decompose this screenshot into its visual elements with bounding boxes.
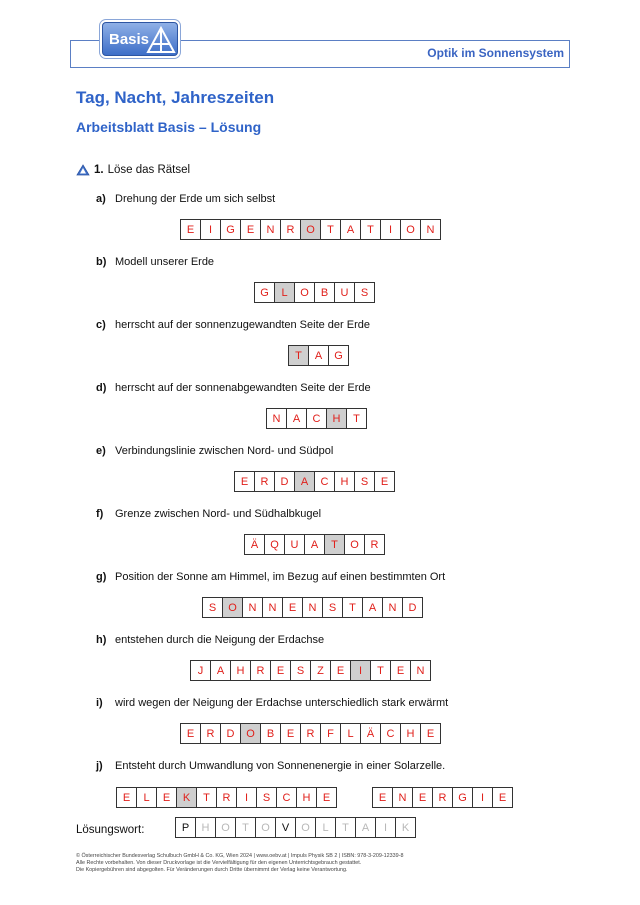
basis-logo <box>102 22 178 56</box>
answer-row <box>288 345 349 366</box>
question-letter: j) <box>96 760 103 772</box>
letter-cell[interactable]: E <box>180 723 201 744</box>
letter-cell[interactable]: T <box>342 597 363 618</box>
letter-cell[interactable]: L <box>274 282 295 303</box>
task-heading <box>76 164 190 176</box>
question-3 <box>96 319 370 331</box>
letter-cell[interactable]: T <box>324 534 345 555</box>
question-letter: i) <box>96 697 103 709</box>
letter-cell[interactable]: O <box>294 282 315 303</box>
question-letter: c) <box>96 319 106 331</box>
letter-cell[interactable]: E <box>374 471 395 492</box>
letter-cell[interactable]: E <box>390 660 411 681</box>
question-7 <box>96 571 445 583</box>
question-text: Modell unserer Erde <box>115 256 215 268</box>
question-letter: f) <box>96 508 104 520</box>
answer-row <box>372 787 513 808</box>
question-5 <box>96 445 333 457</box>
answer-row <box>266 408 367 429</box>
question-text: Grenze zwischen Nord- und Südhalbkugel <box>115 508 322 520</box>
answer-row <box>234 471 395 492</box>
letter-cell[interactable]: E <box>156 787 177 808</box>
solution-cell[interactable]: O <box>255 817 276 838</box>
question-letter: e) <box>96 445 106 457</box>
letter-cell[interactable]: A <box>308 345 329 366</box>
section-title: Optik im Sonnensystem <box>427 46 564 60</box>
task-text: Löse das Rätsel <box>107 164 191 176</box>
answer-row <box>254 282 375 303</box>
solution-cell[interactable]: A <box>355 817 376 838</box>
letter-cell[interactable]: N <box>262 597 283 618</box>
question-6 <box>96 508 321 520</box>
letter-cell[interactable]: O <box>400 219 421 240</box>
letter-cell[interactable]: R <box>300 723 321 744</box>
letter-cell[interactable]: O <box>240 723 261 744</box>
copyright-footer <box>76 853 576 874</box>
letter-cell[interactable]: I <box>200 219 221 240</box>
letter-cell[interactable]: G <box>254 282 275 303</box>
letter-cell[interactable]: N <box>410 660 431 681</box>
letter-cell[interactable]: G <box>220 219 241 240</box>
letter-cell[interactable]: E <box>330 660 351 681</box>
letter-cell[interactable]: C <box>314 471 335 492</box>
question-text: herrscht auf der sonnenabgewandten Seite der Erde <box>115 382 371 394</box>
letter-cell[interactable]: D <box>274 471 295 492</box>
question-9 <box>96 697 448 709</box>
letter-cell[interactable]: N <box>420 219 441 240</box>
letter-cell[interactable]: T <box>288 345 309 366</box>
question-text: herrscht auf der sonnenzugewandten Seite der Erde <box>115 319 370 331</box>
page-title: Tag, Nacht, Jahreszeiten <box>76 88 275 107</box>
answer-row <box>244 534 385 555</box>
answer-row <box>180 219 441 240</box>
question-letter: h) <box>96 634 107 646</box>
footer-line: Die Kopiergebühren sind abgegolten. Für Veränderungen durch Dritte übernimmt der Verlag keine Verantwortung. <box>76 867 348 873</box>
letter-cell[interactable]: Ä <box>244 534 265 555</box>
basis-level-icon <box>76 164 90 176</box>
letter-cell[interactable]: S <box>322 597 343 618</box>
letter-cell[interactable]: A <box>362 597 383 618</box>
letter-cell[interactable]: L <box>340 723 361 744</box>
answer-row <box>202 597 423 618</box>
question-8 <box>96 634 324 646</box>
letter-cell[interactable]: E <box>280 723 301 744</box>
question-text: Entsteht durch Umwandlung von Sonnenenergie in einer Solarzelle. <box>115 760 446 772</box>
question-text: wird wegen der Neigung der Erdachse unterschiedlich stark erwärmt <box>115 697 449 709</box>
letter-cell[interactable]: R <box>254 471 275 492</box>
letter-cell[interactable]: N <box>392 787 413 808</box>
letter-cell[interactable]: D <box>402 597 423 618</box>
footer-line: Alle Rechte vorbehalten. Von dieser Druckvorlage ist die Vervielfältigung für den eigenen Unterrichtsgebrauch gestattet. <box>76 860 362 866</box>
task-number: 1. <box>94 164 104 176</box>
letter-cell[interactable]: R <box>250 660 271 681</box>
letter-cell[interactable]: E <box>282 597 303 618</box>
letter-cell[interactable]: R <box>364 534 385 555</box>
question-4 <box>96 382 371 394</box>
letter-cell[interactable]: R <box>280 219 301 240</box>
letter-cell[interactable]: I <box>236 787 257 808</box>
letter-cell[interactable]: E <box>372 787 393 808</box>
letter-cell[interactable]: S <box>256 787 277 808</box>
letter-cell[interactable]: A <box>294 471 315 492</box>
letter-cell[interactable]: E <box>116 787 137 808</box>
letter-cell[interactable]: N <box>382 597 403 618</box>
letter-cell[interactable]: E <box>412 787 433 808</box>
letter-cell[interactable]: C <box>276 787 297 808</box>
solution-cell[interactable]: O <box>215 817 236 838</box>
letter-cell[interactable]: E <box>240 219 261 240</box>
letter-cell[interactable]: C <box>306 408 327 429</box>
letter-cell[interactable]: O <box>300 219 321 240</box>
letter-cell[interactable]: H <box>326 408 347 429</box>
question-2 <box>96 256 214 268</box>
letter-cell[interactable]: O <box>222 597 243 618</box>
letter-cell[interactable]: E <box>492 787 513 808</box>
solution-cell[interactable]: H <box>195 817 216 838</box>
letter-cell[interactable]: R <box>200 723 221 744</box>
letter-cell[interactable]: I <box>472 787 493 808</box>
letter-cell[interactable]: H <box>334 471 355 492</box>
letter-cell[interactable]: N <box>302 597 323 618</box>
letter-cell[interactable]: O <box>344 534 365 555</box>
letter-cell[interactable]: E <box>316 787 337 808</box>
letter-cell[interactable]: T <box>360 219 381 240</box>
letter-cell[interactable]: L <box>136 787 157 808</box>
letter-cell[interactable]: N <box>266 408 287 429</box>
letter-cell[interactable]: T <box>370 660 391 681</box>
letter-cell[interactable]: Z <box>310 660 331 681</box>
letter-cell[interactable]: T <box>346 408 367 429</box>
letter-cell[interactable]: S <box>354 471 375 492</box>
answer-row <box>116 787 337 808</box>
letter-cell[interactable]: C <box>380 723 401 744</box>
solution-cell[interactable]: T <box>235 817 256 838</box>
letter-cell[interactable]: A <box>304 534 325 555</box>
letter-cell[interactable]: K <box>176 787 197 808</box>
letter-cell[interactable]: A <box>340 219 361 240</box>
triangle-logo-icon <box>146 26 176 54</box>
question-letter: g) <box>96 571 107 583</box>
question-10 <box>96 760 445 772</box>
letter-cell[interactable]: H <box>400 723 421 744</box>
letter-cell[interactable]: I <box>380 219 401 240</box>
answer-row <box>180 723 441 744</box>
question-text: entstehen durch die Neigung der Erdachse <box>115 634 325 646</box>
solution-word-row <box>175 817 416 838</box>
letter-cell[interactable]: F <box>320 723 341 744</box>
solution-cell[interactable]: I <box>375 817 396 838</box>
letter-cell[interactable]: T <box>196 787 217 808</box>
letter-cell[interactable]: R <box>432 787 453 808</box>
page-subtitle: Arbeitsblatt Basis – Lösung <box>76 119 262 135</box>
letter-cell[interactable]: I <box>350 660 371 681</box>
letter-cell[interactable]: J <box>190 660 211 681</box>
letter-cell[interactable]: H <box>230 660 251 681</box>
solution-cell[interactable]: P <box>175 817 196 838</box>
question-letter: d) <box>96 382 107 394</box>
letter-cell[interactable]: R <box>216 787 237 808</box>
letter-cell[interactable]: G <box>452 787 473 808</box>
letter-cell[interactable]: S <box>290 660 311 681</box>
letter-cell[interactable]: B <box>314 282 335 303</box>
question-1 <box>96 193 275 205</box>
solution-cell[interactable]: K <box>395 817 416 838</box>
letter-cell[interactable]: G <box>328 345 349 366</box>
footer-line: © Österreichischer Bundesverlag Schulbuch GmbH & Co. KG, Wien 2024 | www.oebv.at | Impuls Physik SB 2 | ISBN: 978-3-209-12339-8 <box>76 853 404 859</box>
question-text: Position der Sonne am Himmel, im Bezug auf einen bestimmten Ort <box>115 571 446 583</box>
question-text: Verbindungslinie zwischen Nord- und Südpol <box>115 445 334 457</box>
letter-cell[interactable]: Ä <box>360 723 381 744</box>
letter-cell[interactable]: H <box>296 787 317 808</box>
logo-text: Basis <box>109 31 150 48</box>
letter-cell[interactable]: S <box>202 597 223 618</box>
answer-row <box>190 660 431 681</box>
letter-cell[interactable]: N <box>260 219 281 240</box>
letter-cell[interactable]: U <box>334 282 355 303</box>
letter-cell[interactable]: N <box>242 597 263 618</box>
letter-cell[interactable]: A <box>210 660 231 681</box>
letter-cell[interactable]: T <box>320 219 341 240</box>
letter-cell[interactable]: U <box>284 534 305 555</box>
letter-cell[interactable]: D <box>220 723 241 744</box>
letter-cell[interactable]: S <box>354 282 375 303</box>
letter-cell[interactable]: E <box>420 723 441 744</box>
question-letter: a) <box>96 193 106 205</box>
solution-cell[interactable]: L <box>315 817 336 838</box>
letter-cell[interactable]: Q <box>264 534 285 555</box>
question-letter: b) <box>96 256 107 268</box>
letter-cell[interactable]: E <box>180 219 201 240</box>
letter-cell[interactable]: B <box>260 723 281 744</box>
solution-cell[interactable]: T <box>335 817 356 838</box>
solution-cell[interactable]: V <box>275 817 296 838</box>
letter-cell[interactable]: A <box>286 408 307 429</box>
solution-label: Lösungswort: <box>76 824 145 836</box>
letter-cell[interactable]: E <box>270 660 291 681</box>
letter-cell[interactable]: E <box>234 471 255 492</box>
solution-cell[interactable]: O <box>295 817 316 838</box>
question-text: Drehung der Erde um sich selbst <box>115 193 276 205</box>
